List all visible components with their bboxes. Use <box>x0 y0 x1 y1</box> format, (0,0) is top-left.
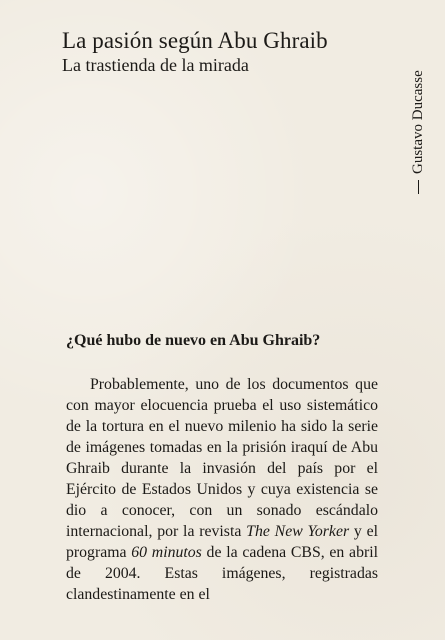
author-dash <box>418 180 419 194</box>
body-text-part-3: de la cadena CBS, en abril de 2004. Estas imágenes, registradas clandestinamente en el <box>66 544 379 603</box>
body-paragraph <box>66 374 378 605</box>
body-text-part-2: y el programa <box>66 523 379 561</box>
body-text-part-1: Probablemente, uno de los documentos que con mayor elocuencia prueba el uso sistemático de la tortura en el nuevo milenio ha sido la serie de imágenes tomadas en la prisión iraquí de Abu Ghraib durante la invasión del país por el Ejército de Estados Unidos y cuya existencia se dio a conocer, con un sonado escándalo internacional, por la revista <box>66 376 378 540</box>
magazine-title: The New Yorker <box>246 523 350 540</box>
book-header <box>62 28 372 76</box>
book-title: La pasión según Abu Ghraib <box>62 28 328 53</box>
author-vertical-inner <box>406 24 430 194</box>
book-subtitle: La trastienda de la mirada <box>62 55 249 75</box>
author-vertical-label <box>406 24 430 194</box>
section-heading: ¿Qué hubo de nuevo en Abu Ghraib? <box>66 332 321 349</box>
author-name: Gustavo Ducasse <box>410 70 426 174</box>
program-title: 60 minutos <box>131 544 202 561</box>
